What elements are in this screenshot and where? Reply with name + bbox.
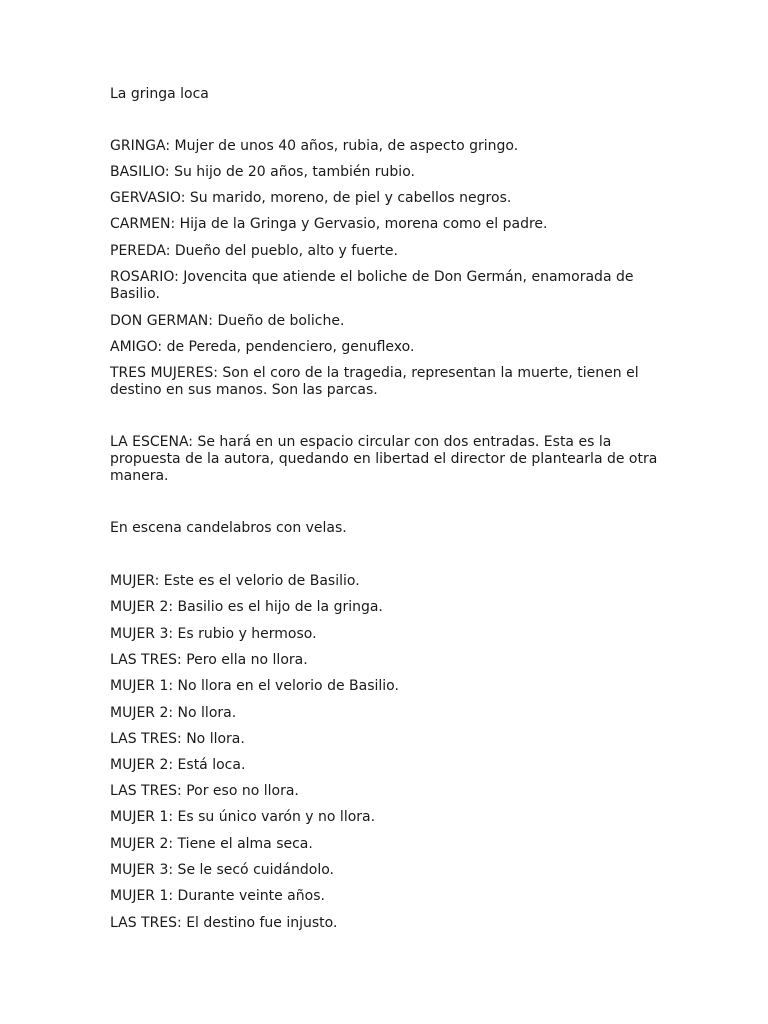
dialogue-line: MUJER 1: Es su único varón y no llora. bbox=[110, 809, 376, 825]
dialogue-line: MUJER 2: Tiene el alma seca. bbox=[110, 836, 313, 852]
character-tres-mujeres: TRES MUJERES: Son el coro de la tragedia, representan la muerte, tienen el destino en sus manos. Son las parcas. bbox=[110, 365, 639, 398]
dialogue-line: LAS TRES: El destino fue injusto. bbox=[110, 915, 338, 931]
character-amigo: AMIGO: de Pereda, pendenciero, genuflexo. bbox=[110, 339, 415, 355]
character-basilio: BASILIO: Su hijo de 20 años, también rubio. bbox=[110, 164, 415, 180]
character-carmen: CARMEN: Hija de la Gringa y Gervasio, morena como el padre. bbox=[110, 216, 548, 232]
dialogue-line: MUJER 1: No llora en el velorio de Basilio. bbox=[110, 678, 399, 694]
character-gringa: GRINGA: Mujer de unos 40 años, rubia, de aspecto gringo. bbox=[110, 138, 519, 154]
dialogue-line: MUJER 2: Está loca. bbox=[110, 757, 246, 773]
dialogue-line: MUJER 2: Basilio es el hijo de la gringa. bbox=[110, 599, 383, 615]
stage-direction: En escena candelabros con velas. bbox=[110, 520, 347, 536]
character-gervasio: GERVASIO: Su marido, moreno, de piel y cabellos negros. bbox=[110, 190, 512, 206]
document-title: La gringa loca bbox=[110, 86, 209, 102]
dialogue-line: LAS TRES: Por eso no llora. bbox=[110, 783, 299, 799]
dialogue-line: MUJER 3: Es rubio y hermoso. bbox=[110, 626, 317, 642]
dialogue-line: MUJER: Este es el velorio de Basilio. bbox=[110, 573, 360, 589]
dialogue-line: LAS TRES: No llora. bbox=[110, 731, 245, 747]
dialogue-line: LAS TRES: Pero ella no llora. bbox=[110, 652, 308, 668]
dialogue-line: MUJER 2: No llora. bbox=[110, 705, 237, 721]
character-pereda: PEREDA: Dueño del pueblo, alto y fuerte. bbox=[110, 243, 398, 259]
dialogue-line: MUJER 1: Durante veinte años. bbox=[110, 888, 325, 904]
character-rosario: ROSARIO: Jovencita que atiende el boliche de Don Germán, enamorada de Basilio. bbox=[110, 269, 634, 302]
scene-description: LA ESCENA: Se hará en un espacio circular con dos entradas. Esta es la propuesta de la autora, quedando en libertad el director de plantearla de otra manera. bbox=[110, 434, 658, 484]
character-don-german: DON GERMAN: Dueño de boliche. bbox=[110, 313, 345, 329]
dialogue-line: MUJER 3: Se le secó cuidándolo. bbox=[110, 862, 334, 878]
